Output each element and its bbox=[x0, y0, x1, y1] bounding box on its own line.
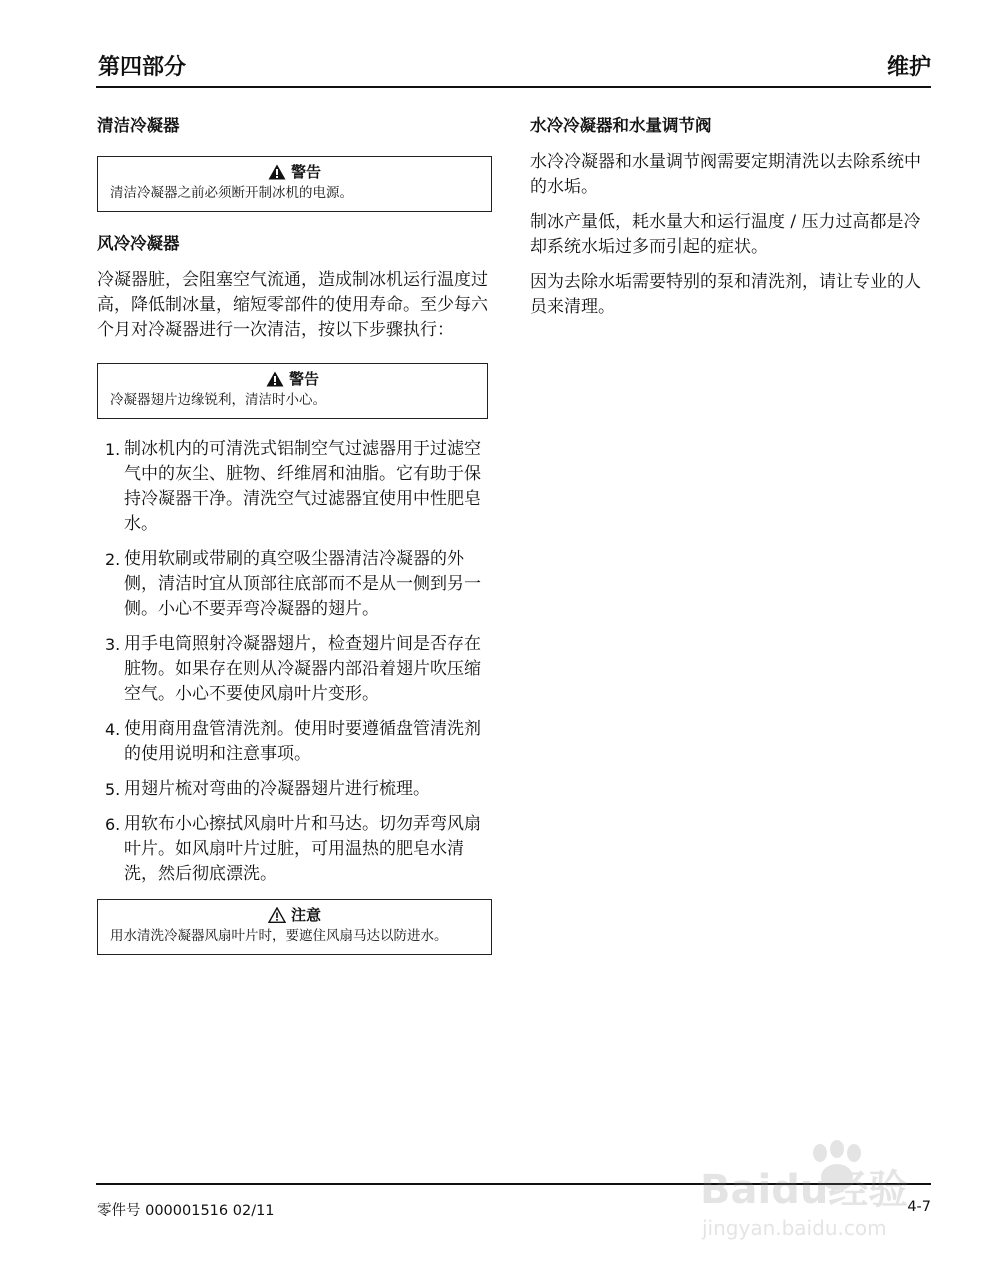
paragraph: 制冰产量低，耗水量大和运行温度 / 压力过高都是冷却系统水垢过多而引起的症状。 bbox=[530, 212, 921, 257]
heading-clean-condenser: 清洁冷凝器 bbox=[97, 116, 180, 135]
heading-air-cooled: 风冷冷凝器 bbox=[97, 234, 180, 253]
list-item: 6. 用软布小心擦拭风扇叶片和马达。切勿弄弯风扇叶片。如风扇叶片过脏，可用温热的肥皂水清洗，然后彻底漂洗。 bbox=[105, 814, 481, 884]
warning-title: 警告 bbox=[110, 161, 479, 183]
caution-title: 注意 bbox=[110, 904, 479, 926]
list-item: 3. 用手电筒照射冷凝器翅片，检查翅片间是否存在脏物。如果存在则从冷凝器内部沿着翅片吹压缩空气。小心不要使风扇叶片变形。 bbox=[105, 634, 481, 704]
right-column bbox=[530, 112, 930, 330]
left-column bbox=[97, 112, 492, 973]
page-number: 4-7 bbox=[907, 1199, 931, 1215]
watermark-url: jingyan.baidu.com bbox=[702, 1216, 887, 1240]
list-item: 5. 用翅片梳对弯曲的冷凝器翅片进行梳理。 bbox=[105, 779, 430, 799]
header-rule bbox=[96, 86, 931, 88]
caution-triangle-icon bbox=[268, 907, 286, 923]
caution-box bbox=[97, 899, 492, 955]
watermark-logo bbox=[700, 1135, 930, 1245]
warning-box-power bbox=[97, 156, 492, 212]
intro-paragraph: 冷凝器脏，会阻塞空气流通，造成制冰机运行温度过高，降低制冰量，缩短零部件的使用寿命。至少每六个月对冷凝器进行一次清洁，按以下步骤执行： bbox=[97, 270, 488, 340]
warning-triangle-icon bbox=[266, 371, 284, 387]
warning-text: 冷凝器翅片边缘锐利，清洁时小心。 bbox=[110, 392, 326, 408]
caution-text: 用水清洗冷凝器风扇叶片时，要遮住风扇马达以防进水。 bbox=[110, 928, 448, 944]
warning-box-fins bbox=[97, 363, 488, 419]
watermark-brand: Baidu经验 bbox=[700, 1167, 909, 1213]
list-item: 4. 使用商用盘管清洗剂。使用时要遵循盘管清洗剂的使用说明和注意事项。 bbox=[105, 719, 481, 764]
warning-triangle-icon bbox=[268, 164, 286, 180]
list-item: 2. 使用软刷或带刷的真空吸尘器清洁冷凝器的外侧，清洁时宜从顶部往底部而不是从一侧到另一侧。小心不要弄弯冷凝器的翅片。 bbox=[105, 549, 481, 619]
paragraph: 因为去除水垢需要特别的泵和清洗剂，请让专业的人员来清理。 bbox=[530, 272, 921, 317]
chapter-title: 维护 bbox=[886, 55, 931, 80]
warning-title: 警告 bbox=[110, 368, 475, 390]
list-item: 1. 制冰机内的可清洗式铝制空气过滤器用于过滤空气中的灰尘、脏物、纤维屑和油脂。它有助于保持冷凝器干净。清洗空气过滤器宜使用中性肥皂水。 bbox=[105, 439, 481, 534]
paragraph: 水冷冷凝器和水量调节阀需要定期清洗以去除系统中的水垢。 bbox=[530, 152, 921, 197]
heading-water-cooled: 水冷冷凝器和水量调节阀 bbox=[530, 116, 712, 135]
section-title: 第四部分 bbox=[98, 55, 187, 80]
part-number: 零件号 000001516 02/11 bbox=[97, 1203, 275, 1219]
steps-list bbox=[97, 437, 492, 887]
warning-text: 清洁冷凝器之前必须断开制冰机的电源。 bbox=[110, 185, 353, 201]
